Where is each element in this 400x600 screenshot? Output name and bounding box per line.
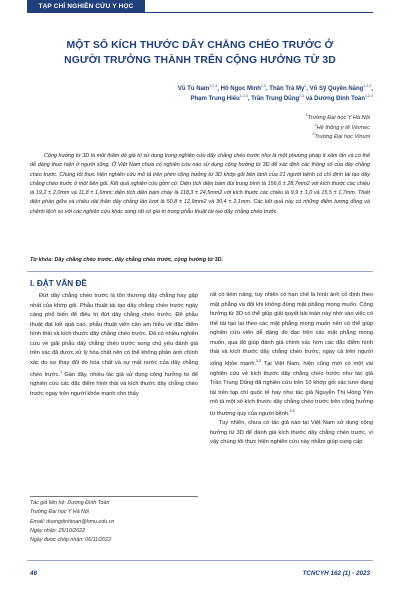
author-affil-sup: 1,2,3 <box>363 84 372 88</box>
corresponding-email: Email: duongdinhtoan@hmu.edu.vn <box>30 518 115 525</box>
body-paragraph: Tuy nhiên, chưa có tác giả nào tại Việt Nam sử dụng cộng hưởng từ 3D để đánh giá kích thước dây chằng chéo trước, vì vậy chúng tôi thực hiện nghiên cứu này nhằm giúp cung cấp <box>210 420 373 446</box>
section-heading: I. ĐẶT VẤN ĐỀ <box>30 279 87 288</box>
correspondence-rule <box>30 496 198 497</box>
corresponding-author: Tác giả liên hệ: Dương Đình Toàn <box>30 500 110 506</box>
affiliation-item: $^1$Trường Đại học Y Hà Nội <box>305 113 370 121</box>
accepted-date: Ngày được chấp nhận: 06/11/2022 <box>30 537 112 544</box>
author-affil-sup: 2,3 <box>260 84 266 88</box>
section-tag: TẠP CHÍ NGHIÊN CỨU Y HỌC <box>27 0 145 12</box>
author-line-1: Vũ Tú Nam$^{1,2,3}$, Hồ Ngọc Minh$^{2,3}$, Thân Trà My$^2$, Võ Sỹ Quyền Năng$^{1,2,3}$, <box>177 84 373 92</box>
page-number: 46 <box>30 570 38 577</box>
author-affil-sup: 2 <box>304 84 307 88</box>
received-date: Ngày nhận: 25/10/2022 <box>30 527 86 534</box>
header-rule <box>27 12 373 13</box>
footer-rule <box>27 560 373 561</box>
author-affil-sup: 1,2,3 <box>239 94 248 99</box>
right-column <box>210 291 373 448</box>
title-line-2: NGƯỜI TRƯỞNG THÀNH TRÊN CỘNG HƯỞNG TỪ 3D <box>64 55 336 67</box>
author-name: Trần Trung Dũng <box>251 96 300 103</box>
author-name: Thân Trà My <box>269 86 305 92</box>
body-paragraph: rất có tiềm năng, tuy nhiên có hạn chế là hình ảnh cố định theo mặt phẳng và đôi khi không đúng mặt phẳng mong muốn. Cộng hưởng từ 3D có thể giúp giải quyết bài toán này nhờ vào việc có thể tái tạo lại theo các mặt phẳng mong muốn nên có thể giúp nghiên cứu viên dễ dàng đo đạc trên các mặt phẳng mong muốn, qua đó giúp đánh giá chính xác hơn các đặc điểm hình thái và kích thước dây chằng chéo trước, ngay cả trên người sống khỏe mạnh.$^{2,3}$ Tại Việt Nam, hiện cũng mới có một vài nghiên cứu về kích thước dây chằng chéo trước như tác giả Trần Trung Dũng đã nghiên cứu trên 10 khớp gối xác tươi đang tái trên tạp chí quốc tế hay như tác giả Nguyễn Thị Hồng Yến mô tả một số kích thước dây chằng chéo trước trên cộng hưởng từ thường quy của người bệnh.$^{4,5}$ <box>210 292 373 417</box>
author-name: Võ Sỹ Quyền Năng <box>309 86 364 92</box>
author-name: Dương Đình Toàn <box>314 96 365 103</box>
author-affil-sup: 2,3 <box>299 94 305 99</box>
journal-reference: TCNCYH 162 (1) - 2023 <box>302 570 370 577</box>
author-list <box>73 84 373 105</box>
author-name: Hồ Ngọc Minh <box>220 86 261 92</box>
author-affil-sup: 1,2,3 <box>365 94 373 99</box>
affiliations <box>306 113 370 142</box>
correspondence-block <box>30 499 198 545</box>
author-affil-sup: 1,2,3 <box>209 84 218 88</box>
keywords-rule <box>27 271 373 272</box>
title-line-1: MỘT SỐ KÍCH THƯỚC DÂY CHẰNG CHÉO TRƯỚC Ở <box>66 40 334 51</box>
affiliation-item: $^2$Hệ thống y tế Vinmec <box>314 122 370 131</box>
abstract: Cộng hưởng từ 3D là một thăm dò giá trị sử dụng trong nghiên cứu dây chằng chéo trước như là một phương pháp ít xâm lấn và có thể dễ dàng thực hiện ở người sống. Ở Việt Nam chưa có nghiên cứu nào sử dụng cộng hưởng từ 3D để xác định các thông số của dây chằng chéo trước. Chúng tôi thực hiện nghiên cứu mô tả trên phim cộng hưởng từ 3D khớp gối bên lành của 21 người bệnh có chỉ định tái tạo dây chằng chéo trước ở một bên gối. Kết quả nghiên cứu gồm có: Diện tích diện bám đùi trung bình là 156,6 ± 28,7mm2 với kích thước các chiều là 19,2 ± 2,0mm và 11,8 ± 1,6mm; diện tích diện bám chày là 118,3 ± 24,5mm2 với kích thước các chiều là 9,9 ± 1,0 và 15,5 ± 1,7mm. Thiết diện phần giữa và chiều dài thân dây chằng lần lượt là 50,8 ± 12,9mm2 và 30,4 ± 2,1mm. Các kết quả này có những điểm tương đồng và chênh lệch so với các nghiên cứu khác song rất có giá trị trong phẫu thuật tái tạo dây chằng chéo trước. <box>30 153 370 215</box>
keywords: Từ khóa: Dây chằng chéo trước, dây chằng chéo trước, cộng hưởng từ 3D. <box>30 257 224 263</box>
body-paragraph: Đứt dây chằng chéo trước là tổn thương dây chằng hay gặp nhất của khớp gối. Phẫu thuật tái tạo dây chằng chéo trước ngày càng phổ biến để điều trị đứt dây chằng chéo trước. Để phẫu thuật đạt kết quả cao, phẫu thuật viên cần am hiểu về đặc điểm hình thái và kích thước dây chằng chéo trước. Đã có nhiều nghiên cứu về giải phẫu dây chằng chéo trước song chủ yếu đánh giá trên xác đã được xử lý hóa chất nên có thể không phản ánh chính xác do sự thay đổi do hóa chất và sự mất nước của dây chằng chéo trước.$^1$ Gần đây, nhiều tác giả sử dụng cộng hưởng từ để nghiên cứu các đặc điểm hình thái và kích thước dây chằng chéo trước ngay trên người khỏe mạnh cho thấy <box>30 293 198 397</box>
author-line-2: Phạm Trung Hiếu$^{1,2,3}$, Trần Trung Dũng$^{2,3}$ và Dương Đình Toàn$^{1,2,3}$ <box>190 94 373 103</box>
author-name: Vũ Tú Nam <box>177 86 210 92</box>
author-name: Phạm Trung Hiếu <box>190 96 240 103</box>
article-title <box>40 38 360 68</box>
affiliation-item: $^3$Trường Đại học Vinuni <box>312 132 370 140</box>
corresponding-affiliation: Trường Đại học Y Hà Nội <box>30 509 89 516</box>
left-column <box>30 292 198 399</box>
